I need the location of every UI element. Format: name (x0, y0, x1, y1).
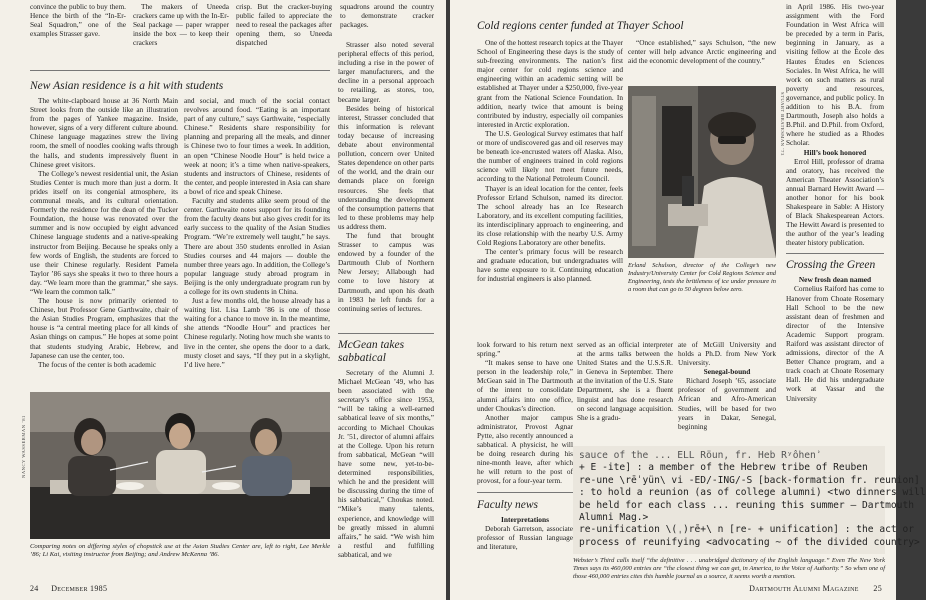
asian-article-col-1 (30, 96, 178, 388)
magazine-title: Dartmouth Alumni Magazine (749, 584, 859, 593)
paragraph: The U.S. Geological Survey estimates that half or more of undiscovered gas and oil reserves may be beneath ice-encrusted waters off Alaska. Also, the number of engineers trained in cold regions science will likely not meet future needs, according to the National Petroleum Council. (477, 128, 623, 184)
paragraph: “It makes sense to have one person in the leadership role,” McGean said in The Dartmouth of the intent to consolidate alumni affairs into one office, under Choukas’s direction. (477, 358, 573, 413)
cold-regions-col-1 (477, 38, 623, 332)
photo-illustration (30, 392, 330, 539)
faculty-news-headline: Faculty news (477, 498, 538, 511)
paragraph: Faculty and students alike seem proud of the center. Garthwaite notes support for its founding from the faculty deans but also gives credit for its early success to the quality of the Asian Studies Program. “We’re extremely well taught,” he says. There are about 350 students enrolled in Asian Studies courses and 44 majors — double the number three years ago. In addition, the College’s popular language study abroad program in Beijing is the only undergraduate program run by a college for its own students in China. (184, 196, 330, 296)
paragraph: Cornelius Raiford has come to Hanover from Choate Rosemary Hall School to be the new assistant dean of freshmen and director of the Intensive Academic Support program. Raiford was assistant director of admissions, director of the A Better Chance program, and a track coach at Choate Rosemary Hall. He did his undergraduate work at Vassar and the University (786, 284, 884, 403)
paragraph: The College’s newest residential unit, the Asian Studies Center is much more than just a dorm. It prides itself on its congenial atmosphere, its communal meals, and its cultural orientation. Formerly the residence for the dean of the Tucker Foundation, the house was renovated over the summer and is now occupied by eight advanced Chinese language students and a native-speaking instructor from Beijing. Because he speaks only a few words of English, the students are forced to use their Chinese regularly. Resident Pamela Taylor ’86 says she speaks it two to three hours a day. “We learn more than the grammar,” she says. “We learn the common talk.” (30, 168, 178, 296)
divider (786, 253, 884, 254)
folio (30, 584, 107, 593)
mcgean-headline: McGean takes sabbatical (338, 339, 405, 364)
senegal-subhead: Senegal-bound (703, 367, 751, 377)
clip-line: process of reunifying <advocating ~ of the divided country> (579, 536, 920, 548)
cold-regions-headline: Cold regions center funded at Thayer School (477, 20, 684, 32)
page-number: 24 (30, 584, 39, 593)
paragraph: in April 1986. His two-year assignment with the Ford Foundation in West Africa will be preceded by a term in Paris, beginning in January, as a visiting fellow at the École des Hautes Études en Sciences Sociales. In West Africa, he will work on such matters as rural poverty and resources, governance, and public policy. In addition to his B.A. from Dartmouth, Joseph also holds a B.Phil. and D.Phil. from Oxford, where he studied as a Rhodes Scholar. (786, 2, 884, 148)
continued-text: squadrons around the country to demonstrate cracker packages. (340, 2, 434, 30)
dictionary-clipping (573, 446, 926, 554)
garretson-col (577, 340, 673, 430)
clipping-caption: Webster’s Third calls itself “the definitive . . . unabridged dictionary of the English language.” Even The New York Times says its 460,000 entries are “the closest thing we can get, in America, to the Voice of Authority.” So when one of those 460,000 entries cites this humble journal as a source, it seems worth a mention. (573, 557, 885, 580)
frosh-dean-subhead: New frosh dean named (798, 275, 872, 285)
divider (338, 333, 434, 334)
mcgean-continued-col (477, 340, 573, 590)
strasser-column (338, 40, 434, 330)
clip-line: re-une \rēˈyün\ vi -ED/-ING/-S [back-formation fr. reunion] (579, 474, 920, 486)
paragraph: Deborah Garretson, associate professor of Russian language and literature, (477, 523, 573, 551)
continued-col-3 (236, 2, 332, 68)
paragraph: ate of McGill University and holds a Ph.D. from New York University. (678, 340, 776, 368)
joseph-col (678, 340, 776, 440)
photo-caption: Comparing notes on differing styles of chopstick use at the Asian Studies Center are, left to right, Lee Merkle ’86; Li Kai, visiting instructor from Beijing; and Andrew McKenna ’86. (30, 543, 330, 558)
paragraph: The center’s primary focus will be research and graduate education, but undergraduates will have some exposure to it. Continuing education for industrial engineers is also planned. (477, 247, 623, 284)
cold-regions-quote (628, 38, 776, 88)
crossing-green-headline: Crossing the Green (786, 259, 876, 272)
folio (749, 584, 882, 593)
clip-line: be held for each class ... reuning this summer — Dartmouth (579, 499, 915, 511)
continued-col-2 (133, 2, 229, 68)
right-page (450, 0, 926, 600)
continued-text: convince the public to buy them. Hence the birth of the “In-Er-Seal Squadron,” one of the examples Strasser gave. (30, 2, 126, 39)
photo-credit: STUART BRATESMAN ’73 (780, 92, 785, 156)
continued-col-1 (30, 2, 126, 68)
paragraph: Secretary of the Alumni J. Michael McGean ’49, who has been associated with the secretary’s office since 1953, “will be taking a well-earned sabbatical leave of six months,” according to Michael Choukas Jr. ’51, director of alumni affairs at the College. Upon his return from sabbatical, McGean “will have some new, yet-to-be-determined responsibilities, which he and the president will be discussing during the time of his sabbatical,” Choukas noted. “Mike’s many talents, experience, and knowledge will be greatly missed in alumni affairs,” he said. “We wish him a restful and fulfilling sabbatical, and we (338, 368, 434, 559)
paragraph: Strasser also noted several peripheral effects of this period, including a rise in the power of larger manufacturers, and the decline in a personal approach to retailing, as stores, too, became larger. (338, 40, 434, 104)
issue-date: December 1985 (51, 584, 108, 593)
mcgean-column (338, 368, 434, 572)
paragraph: The fund that brought Strasser to campus was endowed by a founder of the Dartmouth Club of Northern New Jersey; Allabough had come to love history at Dartmouth, and upon his death in 1983 he left funds for a continuing series of lectures. (338, 230, 434, 313)
paragraph: and social, and much of the social contact revolves around food. “Eating is an important part of any culture,” says Garthwaite, “especially Chinese.” Residents share responsibility for planning and preparing all the meals, and dinner is Chinese two to four times a week. In addition, an open “Chinese Noodle Hour” is held twice a week at noon; it’s a time when native-speakers, students and instructors of Chinese, residents of the center, and people interested in Asia can share a bowl of rice and speak Chinese. (184, 96, 330, 196)
clip-line: + E -ite] : a member of the Hebrew tribe of Reuben (579, 462, 868, 474)
right-column (786, 2, 884, 442)
clip-line: : to hold a reunion (as of college alumni) <two dinners will (579, 487, 926, 499)
paragraph: Another major campus administrator, Provost Agnar Pytte, also recently announced a sabbatical. A physicist, he will be doing research during his nine-month leave, after which he will return to the post of provost, for a four-year term. (477, 412, 573, 486)
continued-text: The makers of Uneeda crackers came up with the In-Er-Seal package — paper wrapper inside the box — to keep their crackers (133, 2, 229, 48)
paragraph: Thayer is an ideal location for the center, feels Professor Erland Schulson, named its director. The school already has an Ice Research Laboratory, and its excellent computing facilities, its interdisciplinary approach to engineering, and its close relationship with the nearby U.S. Army Cold Regions Laboratory are other benefits. (477, 183, 623, 248)
continued-col-4 (340, 2, 434, 32)
asian-center-headline: New Asian residence is a hit with students (30, 80, 224, 92)
hill-subhead: Hill’s book honored (803, 147, 867, 157)
clip-line: Alumni Mag.> (579, 512, 649, 524)
chopstick-photo (30, 392, 330, 539)
clip-line: sauce of the ... ELL Röun, fr. Heb Rʸôhenʾ (579, 450, 822, 461)
paragraph: The focus of the center is both academic (38, 359, 157, 369)
paragraph: The white-clapboard house at 36 North Main Street looks from the outside like an illustration from the pages of Yankee magazine. Inside, however, signs of a very different culture abound. Chinese language magazines strew the living room, the smell of noodles cooking wafts through the halls, and students impressively fluent in Chinese greet visitors. (30, 96, 178, 169)
photo-illustration (628, 86, 776, 258)
paragraph: Besides being of historical interest, Strasser concluded that this information is relevant today because of increasing debate about environmental pollution, concern over United States dependence on other parts of the world, and the drain our demands place on foreign resources. She feels that understanding the development of the consumption patterns that led to these problems may help us address them. (338, 103, 434, 231)
page-number: 25 (873, 584, 882, 593)
paragraph: One of the hottest research topics at the Thayer School of Engineering these days is the study of sub-freezing environments. The nation’s first major center for cold regions science and engineering within an academic setting will be established at Thayer under a $250,000, five-year grant from the National Science Foundation. In addition, nearly twice that amount is being contributed by industry, especially oil companies interested in Arctic exploration. (477, 38, 623, 129)
paragraph: The house is now primarily oriented to Chinese, but Professor Gene Garthwaite, chair of the Asian Studies Program, emphasizes that the house is “a central meeting place for all kinds of Asian things on campus.” He hopes at some point that students studying Arabic, Hebrew, and Japanese can use the center, too. (30, 296, 178, 360)
paragraph: Richard Joseph ’65, associate professor of government and African and Afro-American Studies, will be based for two years in Dakar, Senegal, beginning (678, 376, 776, 431)
paragraph: “Once established,” says Schulson, “the new center will help advance Arctic engineering and aid the economic development of the country.” (628, 38, 776, 66)
continued-text: crisp. But the cracker-buying public failed to appreciate the need to reseal the packages after opening them, so Uneeda dispatched (236, 2, 332, 48)
left-page (0, 0, 446, 600)
schulson-photo (628, 86, 776, 258)
interpretations-subhead: Interpretations (501, 514, 549, 524)
paragraph: Just a few months old, the house already has a waiting list. Lisa Lamb ’86 is one of those waiting for a chance to move in. In the meantime, she attends “Noodle Hour” and practices her Chinese regularly. Noting how much she wants to live in the center, she opens the door to a dark, musty closet and says, “If they put in a skylight, I’d live here.” (184, 296, 330, 369)
photo-credit: NANCY WASSERMAN ’81 (21, 415, 26, 478)
clip-line: re-unification \(ˌ)rē+\ n [re- + unification] : the act or (579, 524, 915, 536)
divider (30, 70, 330, 71)
photo-caption: Erland Schulson, director of the College’s new Industry/University Center for Cold Regions Science and Engineering, tests the brittleness of ice under pressure in a room that can go to 50 degrees below zero. (628, 262, 776, 293)
paragraph: look forward to his return next spring.” (477, 340, 573, 359)
paragraph: served as an official interpreter at the arms talks between the United States and the U.S.S.R. in Geneva in September. There at the invitation of the U.S. State Department, she is a fluent linguist and has done research on second language acquisition. She is a gradu- (577, 340, 673, 422)
asian-article-col-2 (184, 96, 330, 388)
divider (477, 492, 573, 493)
paragraph: Errol Hill, professor of drama and oratory, has received the American Theater Association’s annual Barnard Hewitt Award — another honor for his book Shakespeare in Sable: A History of Black Shakespearean Actors. The Hewitt Award is presented to the author of the year’s leading theater history publication. (786, 156, 884, 248)
